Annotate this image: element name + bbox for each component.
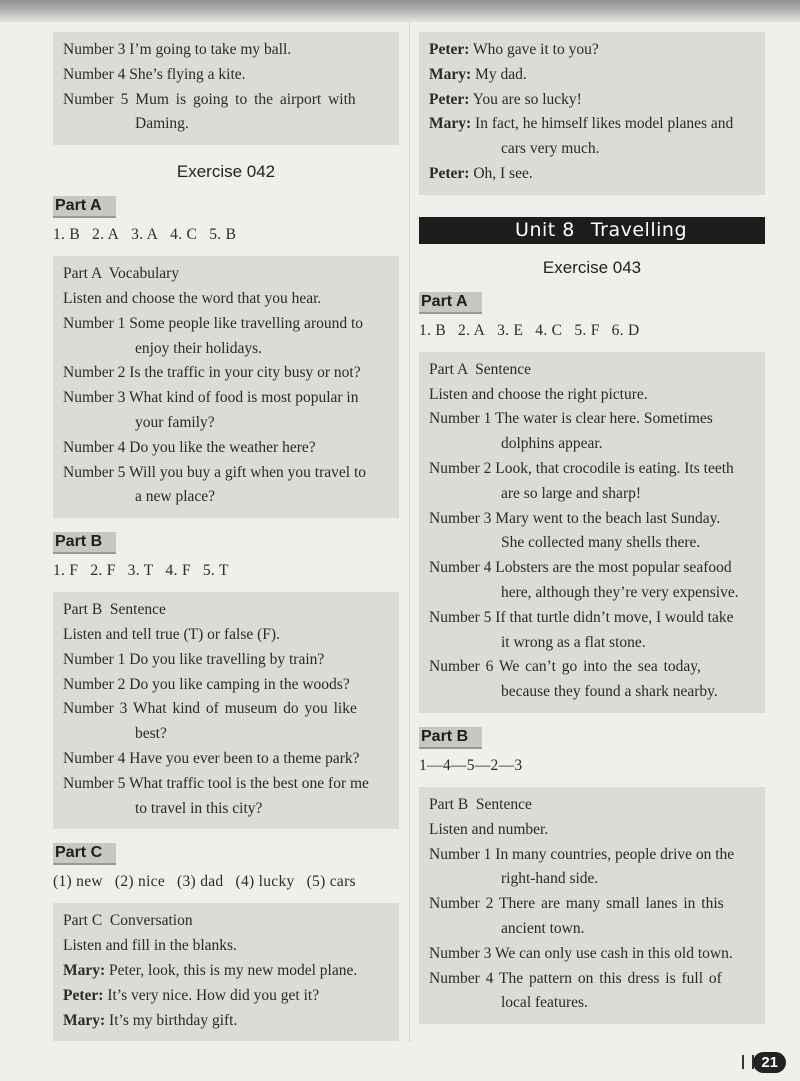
- item-line: Number 3 What kind of museum do you like: [63, 700, 357, 718]
- item-continuation: dolphins appear.: [501, 435, 603, 453]
- part-label: Part A: [419, 292, 482, 314]
- instruction: Listen and number.: [429, 820, 549, 838]
- answer-key: 1. B 2. A 3. A 4. C 5. B: [53, 226, 237, 244]
- part-a-section: [419, 292, 765, 314]
- part-label: Part B: [419, 727, 482, 749]
- dialog-line: Peter: It’s very nice. How did you get it?: [63, 986, 320, 1004]
- item-line: Number 3 What kind of food is most popular in: [63, 389, 359, 407]
- instruction: Listen and choose the right picture.: [429, 385, 648, 403]
- transcript-box: [419, 352, 765, 713]
- section-header: Part C Conversation: [63, 912, 193, 930]
- item-line: Number 2 There are many small lanes in this: [429, 895, 724, 913]
- section-header: Part A Sentence: [429, 360, 532, 378]
- transcript-box: [53, 903, 399, 1041]
- instruction: Listen and choose the word that you hear.: [63, 289, 322, 307]
- dialog-line: Mary: It’s my birthday gift.: [63, 1011, 238, 1029]
- item-line: Number 1 Do you like travelling by train?: [63, 650, 325, 668]
- item-continuation: She collected many shells there.: [501, 534, 701, 552]
- part-b-section: [53, 532, 399, 554]
- item-continuation: a new place?: [135, 488, 216, 506]
- answer-key: 1. F 2. F 3. T 4. F 5. T: [53, 562, 229, 580]
- column-divider: [409, 22, 410, 1041]
- item-line: Number 6 We can’t go into the sea today,: [429, 658, 701, 676]
- item-line: Number 3 We can only use cash in this old town.: [429, 944, 733, 962]
- item-line: Number 3 I’m going to take my ball.: [63, 41, 292, 58]
- transcript-box: [53, 256, 399, 518]
- item-line: Number 5 If that turtle didn’t move, I would take: [429, 608, 734, 626]
- item-line: Number 4 Have you ever been to a theme park?: [63, 749, 360, 767]
- item-continuation: best?: [135, 725, 167, 743]
- dialog-line: Peter: You are so lucky!: [429, 90, 582, 108]
- part-label: Part A: [53, 196, 116, 218]
- page-number: 21: [753, 1052, 786, 1073]
- item-line: Number 4 Lobsters are the most popular seafood: [429, 559, 732, 577]
- exercise-title: Exercise 043: [542, 257, 642, 277]
- transcript-box: [419, 787, 765, 1024]
- item-continuation: right-hand side.: [501, 870, 599, 888]
- item-continuation: enjoy their holidays.: [135, 339, 262, 357]
- item-line: Number 2 Is the traffic in your city busy or not?: [63, 364, 361, 382]
- item-line: Number 4 The pattern on this dress is full of: [429, 969, 722, 987]
- item-line: Number 2 Look, that crocodile is eating. Its teeth: [429, 459, 734, 477]
- answer-key: (1) new (2) nice (3) dad (4) lucky (5) cars: [53, 873, 356, 891]
- left-column: [53, 22, 399, 1041]
- page-top-edge: [0, 0, 800, 22]
- item-line: Number 1 The water is clear here. Sometimes: [429, 410, 713, 428]
- item-line: Number 2 Do you like camping in the woods?: [63, 675, 350, 693]
- section-header: Part B Sentence: [429, 795, 532, 813]
- dialog-line: Mary: My dad.: [429, 65, 527, 83]
- dialog-continuation: cars very much.: [501, 140, 600, 158]
- item-continuation: your family?: [135, 413, 215, 431]
- part-b-section: [419, 727, 765, 749]
- page-number-decoration: [742, 1055, 754, 1069]
- part-label: Part B: [53, 532, 116, 554]
- right-column: [419, 22, 765, 1041]
- item-line: Number 5 Mum is going to the airport with: [63, 90, 356, 108]
- item-continuation: local features.: [501, 994, 588, 1012]
- exercise-title: Exercise 042: [176, 162, 276, 182]
- item-continuation: are so large and sharp!: [501, 484, 642, 502]
- item-continuation: because they found a shark nearby.: [501, 683, 718, 701]
- item-line: Number 5 Will you buy a gift when you travel to: [63, 463, 367, 481]
- item-line: Number 4 Do you like the weather here?: [63, 438, 316, 456]
- unit-heading: Unit 8 Travelling: [419, 217, 765, 244]
- instruction: Listen and fill in the blanks.: [63, 937, 237, 955]
- item-line: Number 1 Some people like travelling around to: [63, 314, 364, 332]
- item-continuation: here, although they’re very expensive.: [501, 583, 739, 601]
- item-continuation: it wrong as a flat stone.: [501, 633, 646, 651]
- item-line: Number 5 What traffic tool is the best one for me: [63, 774, 369, 792]
- transcript-box: [53, 592, 399, 829]
- item-continuation: Daming.: [135, 115, 189, 133]
- dialog-line: Peter: Who gave it to you?: [429, 41, 599, 58]
- continued-items-box: [53, 32, 399, 145]
- part-c-section: [53, 843, 399, 865]
- part-label: Part C: [53, 843, 116, 865]
- section-header: Part B Sentence: [63, 601, 166, 619]
- item-line: Number 1 In many countries, people drive on the: [429, 845, 735, 863]
- instruction: Listen and tell true (T) or false (F).: [63, 625, 280, 643]
- item-line: Number 3 Mary went to the beach last Sunday.: [429, 509, 721, 527]
- dialog-continued-box: [419, 32, 765, 195]
- item-continuation: to travel in this city?: [135, 799, 263, 817]
- section-header: Part A Vocabulary: [63, 265, 180, 283]
- part-a-section: [53, 196, 399, 218]
- dialog-line: Peter: Oh, I see.: [429, 164, 533, 182]
- item-line: Number 4 She’s flying a kite.: [63, 65, 246, 83]
- answer-key: 1—4—5—2—3: [419, 756, 523, 774]
- dialog-line: Mary: Peter, look, this is my new model plane.: [63, 961, 358, 979]
- item-continuation: ancient town.: [501, 919, 585, 937]
- answer-key: 1. B 2. A 3. E 4. C 5. F 6. D: [419, 321, 640, 339]
- dialog-line: Mary: In fact, he himself likes model planes and: [429, 115, 734, 133]
